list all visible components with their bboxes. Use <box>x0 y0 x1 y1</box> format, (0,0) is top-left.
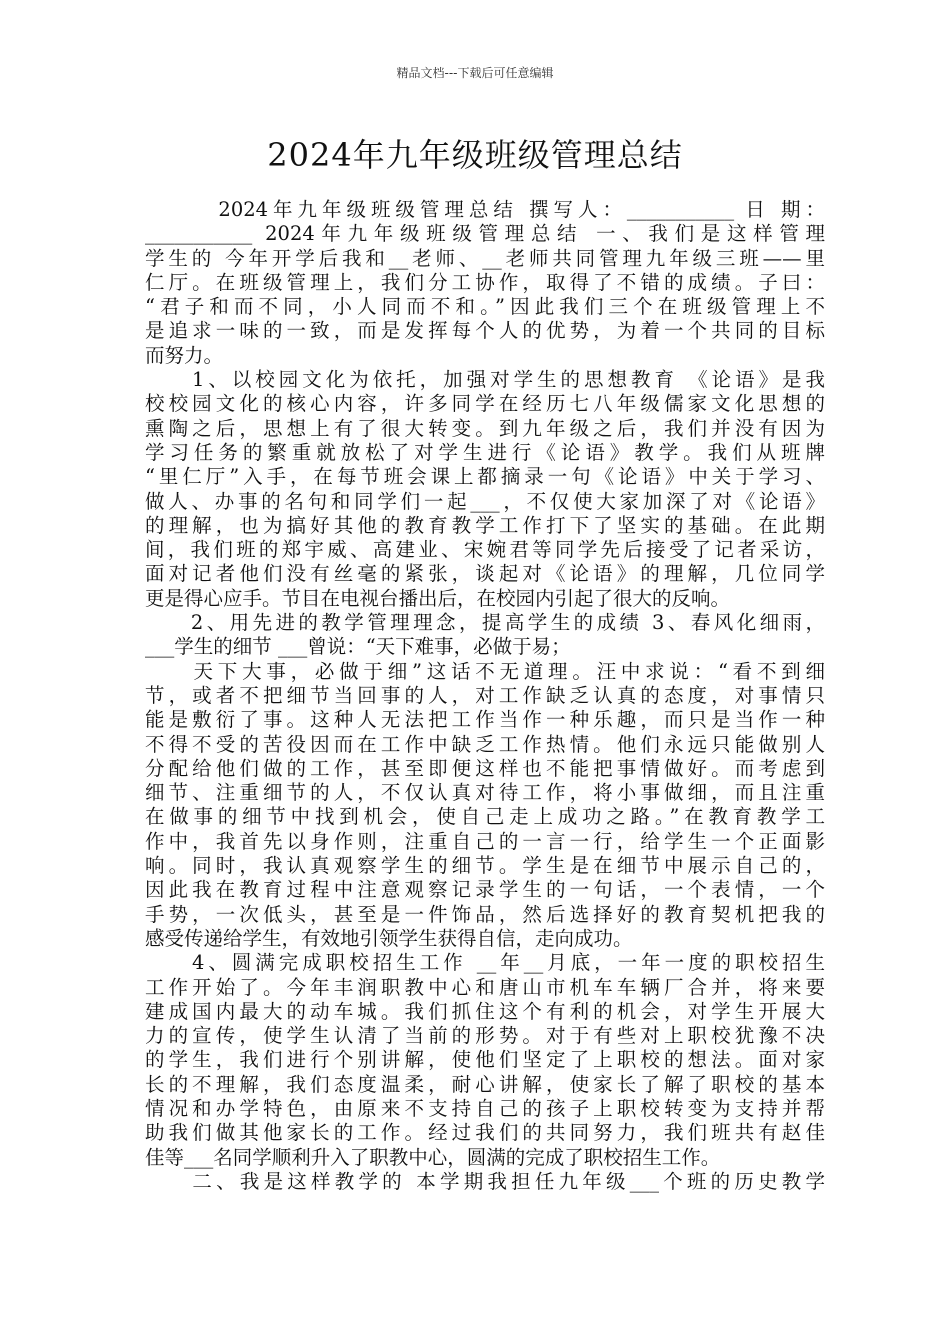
body-line: 学习任务的繁重就放松了对学生进行《论语》教学。我们从班牌 <box>145 440 825 464</box>
body-line: 更是得心应手。节目在电视台播出后，在校园内引起了很大的反响。 <box>145 586 731 610</box>
body-line: 能是敷衍了事。这种人无法把工作当作一种乐趣，而只是当作一种 <box>145 708 825 732</box>
body-line: 2024年九年级班级管理总结 撰写人：___________ 日 期： <box>145 198 825 221</box>
body-line: 佳等___名同学顺利升入了职教中心，圆满的完成了职校招生工作。 <box>145 1145 721 1169</box>
body-line: 节，或者不把细节当回事的人，对工作缺乏认真的态度，对事情只 <box>145 683 825 707</box>
body-line: ___学生的细节 ___曾说：“天下难事，必做于易； <box>145 635 571 659</box>
body-line: 长的不理解，我们态度温柔，耐心讲解，使家长了解了职校的基本 <box>145 1072 825 1096</box>
body-line: 做人、办事的名句和同学们一起___，不仅使大家加深了对《论语》 <box>145 489 825 513</box>
body-line: 是追求一味的一致，而是发挥每个人的优势，为着一个共同的目标 <box>145 319 825 343</box>
body-line: 感受传递给学生，有效地引领学生获得自信，走向成功。 <box>145 926 633 950</box>
body-line: 分配给他们做的工作，甚至即便这样也不能把事情做好。而考虑到 <box>145 756 825 780</box>
body-line: 情况和办学特色，由原来不支持自己的孩子上职校转变为支持并帮 <box>145 1096 825 1120</box>
body-line: 熏陶之后，思想上有了很大转变。到九年级之后，我们并没有因为 <box>145 416 825 440</box>
body-line: 工作开始了。今年丰润职教中心和唐山市机车车辆厂合并，将来要 <box>145 975 825 999</box>
body-line: 4、圆满完成职校招生工作 __年__月底，一年一度的职校招生 <box>145 951 825 975</box>
body-line: 间，我们班的郑宇威、高建业、宋婉君等同学先后接受了记者采访， <box>145 538 825 562</box>
body-line: “里仁厅”入手，在每节班会课上都摘录一句《论语》中关于学习、 <box>145 465 825 489</box>
document-body <box>145 198 825 1194</box>
body-line: 响。同时，我认真观察学生的细节。学生是在细节中展示自己的， <box>145 854 825 878</box>
body-line: 仁厅。在班级管理上，我们分工协作，取得了不错的成绩。子曰： <box>145 270 825 294</box>
body-line: “君子和而不同，小人同而不和。”因此我们三个在班级管理上不 <box>145 295 825 319</box>
document-title: 2024年九年级班级管理总结 <box>267 136 683 174</box>
body-line: 面对记者他们没有丝毫的紧张，谈起对《论语》的理解，几位同学 <box>145 562 825 586</box>
body-line: 细节、注重细节的人，不仅认真对待工作，将小事做细，而且注重 <box>145 781 825 805</box>
body-line: ___________ 2024年九年级班级管理总结 一、我们是这样管理 <box>145 222 825 246</box>
body-line: 力的宣传，使学生认清了当前的形势。对于有些对上职校犹豫不决 <box>145 1024 825 1048</box>
body-line: 作中，我首先以身作则，注重自己的一言一行，给学生一个正面影 <box>145 829 825 853</box>
body-line: 校校园文化的核心内容，许多同学在经历七八年级儒家文化思想的 <box>145 392 825 416</box>
body-line: 而努力。 <box>145 343 224 367</box>
body-line: 天下大事，必做于细”这话不无道理。汪中求说：“看不到细 <box>145 659 825 683</box>
body-line: 1、以校园文化为依托，加强对学生的思想教育 《论语》是我 <box>145 368 825 392</box>
body-line: 2、用先进的教学管理理念，提高学生的成绩 3、春风化细雨， <box>145 611 825 635</box>
header-note: 精品文档---下载后可任意编辑 <box>396 66 554 80</box>
body-line: 因此我在教育过程中注意观察记录学生的一句话，一个表情，一个 <box>145 878 825 902</box>
body-line: 二、我是这样教学的 本学期我担任九年级___个班的历史教学 <box>145 1169 825 1193</box>
body-line: 手势，一次低头，甚至是一件饰品，然后选择好的教育契机把我的 <box>145 902 825 926</box>
body-line: 学生的 今年开学后我和__老师、__老师共同管理九年级三班——里 <box>145 246 825 270</box>
body-line: 不得不受的苦役因而在工作中缺乏工作热情。他们永远只能做别人 <box>145 732 825 756</box>
body-line: 的理解，也为搞好其他的教育教学工作打下了坚实的基础。在此期 <box>145 513 825 537</box>
body-line: 建成国内最大的动车城。我们抓住这个有利的机会，对学生开展大 <box>145 999 825 1023</box>
body-line: 在做事的细节中找到机会，使自己走上成功之路。”在教育教学工 <box>145 805 825 829</box>
body-line: 助我们做其他家长的工作。经过我们的共同努力，我们班共有赵佳 <box>145 1121 825 1145</box>
body-line: 的学生，我们进行个别讲解，使他们坚定了上职校的想法。面对家 <box>145 1048 825 1072</box>
